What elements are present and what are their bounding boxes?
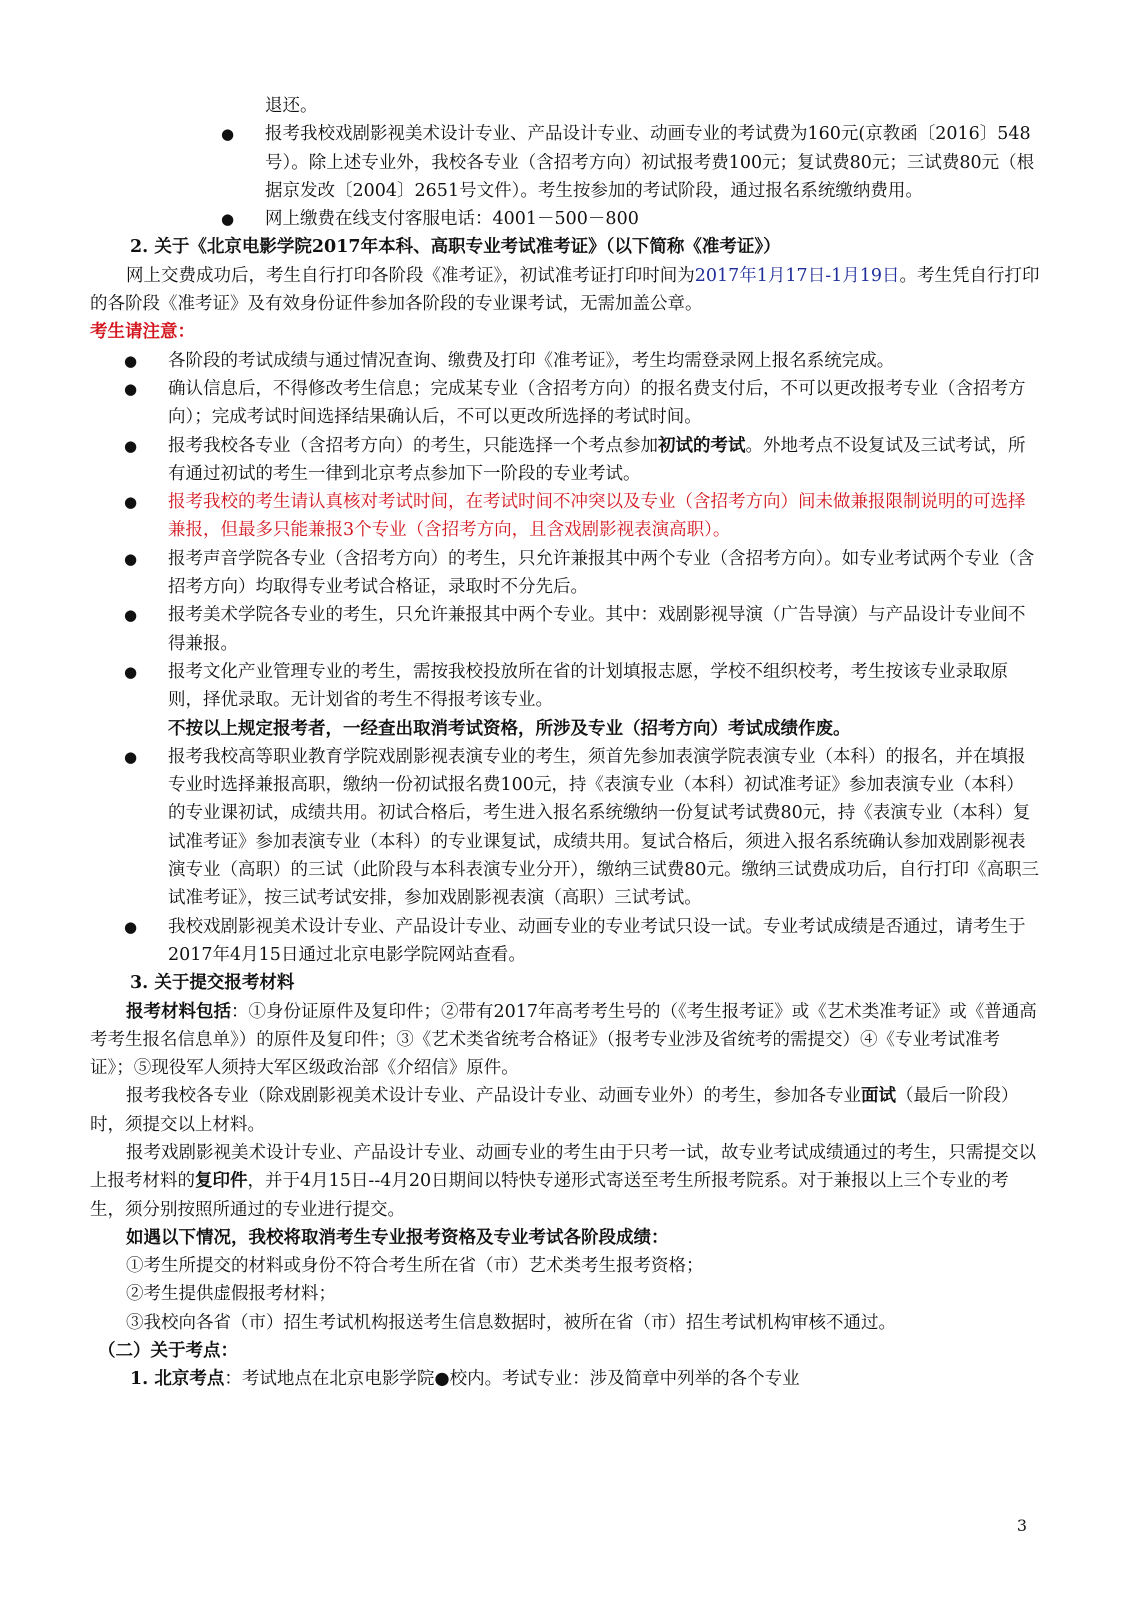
paragraph xyxy=(90,262,1040,319)
bold-span: 面试 xyxy=(861,1086,896,1107)
paragraph xyxy=(130,1365,1040,1393)
paragraph: ②考生提供虚假报考材料； xyxy=(126,1284,336,1305)
text-span: （最后一阶段）时，须提交以上材料。 xyxy=(90,1086,1019,1135)
notice-bullet-list-2 xyxy=(168,743,1040,969)
page-content xyxy=(90,92,1040,1394)
list-item: ● 报考文化产业管理专业的考生，需按我校投放所在省的计划填报志愿，学校不组织校考，考生按该专业录取原则，择优录取。无计划省的考生不得报考该专业。 xyxy=(168,658,1040,715)
notice-bullet-list xyxy=(168,347,1040,715)
list-item: ● 报考我校高等职业教育学院戏剧影视表演专业的考生，须首先参加表演学院表演专业（本科）的报名，并在填报专业时选择兼报高职，缴纳一份初试报名费100元，持《表演专业（本科）初试准考证》参加表演专业（本科）的专业课初试，成绩共用。初试合格后，考生进入报名系统缴纳一份复试考试费80元，持《表演专业（本科）复试准考证》参加表演专业（本科）的专业课复试，成绩共用。复试合格后，须进入报名系统确认参加戏剧影视表演专业（高职）的三试（此阶段与本科表演专业分开），缴纳三试费80元。缴纳三试费成功后，自行打印《高职三试准考证》，按三试考试安排，参加戏剧影视表演（高职）三试考试。 xyxy=(168,743,1040,913)
fee-bullet-list xyxy=(265,120,1040,233)
text-span: ，并于4月15日--4月20日期间以特快专递形式寄送至考生所报考院系。对于兼报以上三个专业的考生，须分别按照所通过的专业进行提交。 xyxy=(90,1171,1009,1220)
list-item: ● 报考我校的考生请认真核对考试时间，在考试时间不冲突以及专业（含招考方向）间未做兼报限制说明的可选择兼报，但最多只能兼报3个专业（含招考方向，且含戏剧影视表演高职）。 xyxy=(168,488,1040,545)
list-item: ● 确认信息后，不得修改考生信息；完成某专业（含招考方向）的报名费支付后，不可以更改报考专业（含招考方向）；完成考试时间选择结果确认后，不可以更改所选择的考试时间。 xyxy=(168,375,1040,432)
paragraph: ③我校向各省（市）招生考试机构报送考生信息数据时，被所在省（市）招生考试机构审核不通过。 xyxy=(126,1312,896,1333)
section-heading: 3. 关于提交报考材料 xyxy=(130,973,295,994)
page-number: 3 xyxy=(1016,1516,1027,1535)
list-item: ● 报考声音学院各专业（含招考方向）的考生，只允许兼报其中两个专业（含招考方向）。如专业考试两个专业（含招考方向）均取得专业考试合格证，录取时不分先后。 xyxy=(168,545,1040,602)
text-span: 。外地考点不设复试及三试考试，所有通过初试的考生一律到北京考点参加下一阶段的专业考试。 xyxy=(168,435,1026,484)
paragraph xyxy=(90,1082,1040,1139)
list-item: ● 我校戏剧影视美术设计专业、产品设计专业、动画专业的专业考试只设一试。专业考试成绩是否通过，请考生于2017年4月15日通过北京电影学院网站查看。 xyxy=(168,913,1040,970)
bold-span: 1. 北京考点 xyxy=(130,1369,225,1390)
section-heading: 2. 关于《北京电影学院2017年本科、高职专业考试准考证》（以下简称《准考证》） xyxy=(130,237,781,258)
notice-heading: 考生请注意： xyxy=(90,322,195,343)
text-span: 报考戏剧影视美术设计专业、产品设计专业、动画专业的考生由于只考一试，故专业考试成绩通过的考生，只需提交以上报考材料的 xyxy=(90,1142,1036,1192)
paragraph: ①考生所提交的材料或身份不符合考生所在省（市）艺术类考生报考资格； xyxy=(126,1256,704,1277)
text-span: ：考试地点在北京电影学院●校内。考试专业：涉及简章中列举的各个专业 xyxy=(224,1369,800,1390)
print-date: 2017年1月17日-1月19日 xyxy=(694,265,900,286)
list-item: ● 网上缴费在线支付客服电话：4001－500－800 xyxy=(265,205,1040,233)
bold-span: 报考材料包括 xyxy=(126,1001,231,1022)
text-span: 网上交费成功后，考生自行打印各阶段《准考证》，初试准考证打印时间为 xyxy=(126,265,695,286)
paragraph: 如遇以下情况，我校将取消考生专业报考资格及专业考试各阶段成绩： xyxy=(126,1227,669,1248)
list-item: ● 报考我校戏剧影视美术设计专业、产品设计专业、动画专业的考试费为160元(京教函〔2016〕548号）。除上述专业外，我校各专业（含招考方向）初试报考费100元；复试费80元；三试费80元（根据京发改〔2004〕2651号文件）。考生按参加的考试阶段，通过报名系统缴纳费用。 xyxy=(265,120,1040,205)
bold-span: 初试的考试 xyxy=(658,435,746,456)
paragraph xyxy=(90,1139,1040,1224)
text-span: 报考我校各专业（含招考方向）的考生，只能选择一个考点参加 xyxy=(168,435,658,456)
text-span: 。考生凭自行打印的各阶段《准考证》及有效身份证件参加各阶段的专业课考试，无需加盖公章。 xyxy=(90,265,1040,315)
warning-text: 不按以上规定报考者，一经查出取消考试资格，所涉及专业（招考方向）考试成绩作废。 xyxy=(168,718,851,739)
text-line: 退还。 xyxy=(265,96,318,116)
text-span: ：①身份证原件及复印件；②带有2017年高考考生号的（《考生报考证》或《艺术类准考证》或《普通高考考生报名信息单》）的原件及复印件；③《艺术类省统考合格证》（报考专业涉及省统考的需提交）④《专业考试准考证》；⑤现役军人须持大军区级政治部《介绍信》原件。 xyxy=(90,1001,1037,1079)
list-item: ● 报考美术学院各专业的考生，只允许兼报其中两个专业。其中：戏剧影视导演（广告导演）与产品设计专业间不得兼报。 xyxy=(168,601,1040,658)
text-span: 报考我校各专业（除戏剧影视美术设计专业、产品设计专业、动画专业外）的考生，参加各专业 xyxy=(126,1086,861,1107)
list-item xyxy=(168,432,1040,489)
bold-span: 复印件 xyxy=(195,1171,248,1192)
paragraph xyxy=(90,998,1040,1083)
list-item: ● 各阶段的考试成绩与通过情况查询、缴费及打印《准考证》，考生均需登录网上报名系统完成。 xyxy=(168,347,1040,375)
section-heading: （二）关于考点： xyxy=(98,1341,238,1362)
